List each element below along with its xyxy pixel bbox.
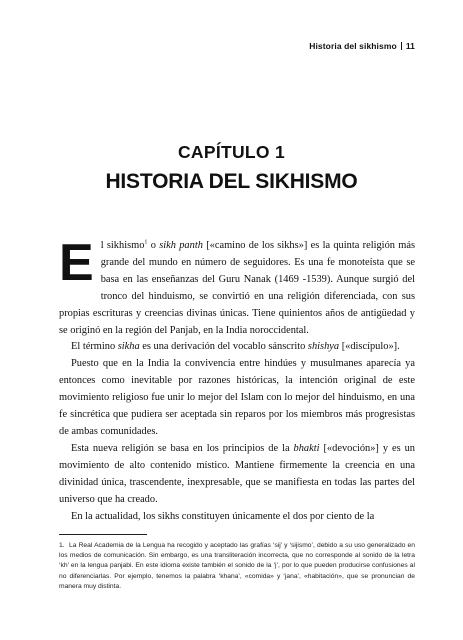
running-head-separator bbox=[401, 42, 402, 50]
footnote-reference[interactable]: 1 bbox=[144, 239, 148, 246]
drop-cap: E bbox=[59, 234, 94, 292]
chapter-title: HISTORIA DEL SIKHISMO bbox=[105, 170, 358, 193]
footnote bbox=[59, 541, 415, 592]
paragraph-2-italic-shishya: shishya bbox=[307, 341, 340, 353]
paragraph-2 bbox=[59, 339, 415, 356]
paragraph-1-text-d: [«camino de los sikhs»] es la quinta religión más grande del mundo en número de seguidores. Es una fe monoteísta que se basa en las enseñanzas del Guru Nanak (1469 -1539). Aunque surgió del tronco del hinduismo, se convirtió en una religión diferenciada, con sus propias escrituras y creencias divinas únicas. Tiene quinientos años de antigüedad y se originó en la región del Panjab, en la India noroccidental. bbox=[59, 240, 415, 336]
footnote-divider bbox=[59, 534, 147, 535]
paragraph-1-italic-term: sikh panth bbox=[159, 240, 203, 251]
chapter-label: CAPÍTULO 1 bbox=[177, 142, 286, 162]
page-number: 11 bbox=[405, 41, 415, 51]
footnote-text: La Real Academia de la Lengua ha recogido y aceptado las grafías ‘sij’ y ‘sijismo’, debido a su uso generalizado en los medios de comunicación. Sin embargo, es una transliteración incorrecta, que no corresponde al sonido de la letra ‘kh’ en la lengua panjabi. En este idioma existe también el sonido de la ‘j’, por lo que pueden producirse confusiones al no diferenciarlas. Por ejemplo, tenemos la palabra ‘khana’, «comida» y ‘jana’, «habitación», que se pronuncian de manera muy distinta. bbox=[59, 542, 415, 590]
paragraph-1-text-a: l sikhismo bbox=[100, 240, 145, 251]
paragraph-3: Puesto que en la India la convivencia entre hindúes y musulmanes aparecía ya entonces como inevitable por razones históricas, la intención original de este movimiento religioso fue unir lo mejor del Islam con lo mejor del hinduismo, en una fe sincrética que pudiera ser aceptada sin reparos por los miembros más progresistas de ambas comunidades. bbox=[59, 358, 415, 437]
running-head bbox=[309, 41, 415, 51]
paragraph-2-italic-sikha: sikha bbox=[117, 341, 140, 353]
paragraph-1 bbox=[59, 234, 415, 339]
paragraph-2-text-e: [«discípulo»]. bbox=[339, 341, 400, 353]
body-text bbox=[59, 234, 415, 525]
paragraph-2-text-c: es una derivación del vocablo sánscrito bbox=[139, 341, 308, 353]
paragraph-2-text-a: El término bbox=[71, 341, 118, 353]
running-head-title: Historia del sikhismo bbox=[309, 41, 397, 51]
paragraph-5: En la actualidad, los sikhs constituyen únicamente el dos por ciento de la bbox=[71, 510, 375, 522]
paragraph-4-text-c: [«devoción»] y es un movimiento de alto contenido místico. Mantiene firmemente la creencia en una divinidad única, trascendente, inexpresable, que se manifiesta en todas las partes del universo que ha creado. bbox=[59, 442, 415, 505]
paragraph-4-text-a: Esta nueva religión se basa en los principios de la bbox=[71, 442, 294, 454]
paragraph-4 bbox=[59, 441, 415, 509]
paragraph-4-italic-bhakti: bhakti bbox=[293, 442, 320, 454]
footnote-number: 1. bbox=[59, 542, 65, 549]
paragraph-1-text-b: o bbox=[147, 240, 160, 251]
